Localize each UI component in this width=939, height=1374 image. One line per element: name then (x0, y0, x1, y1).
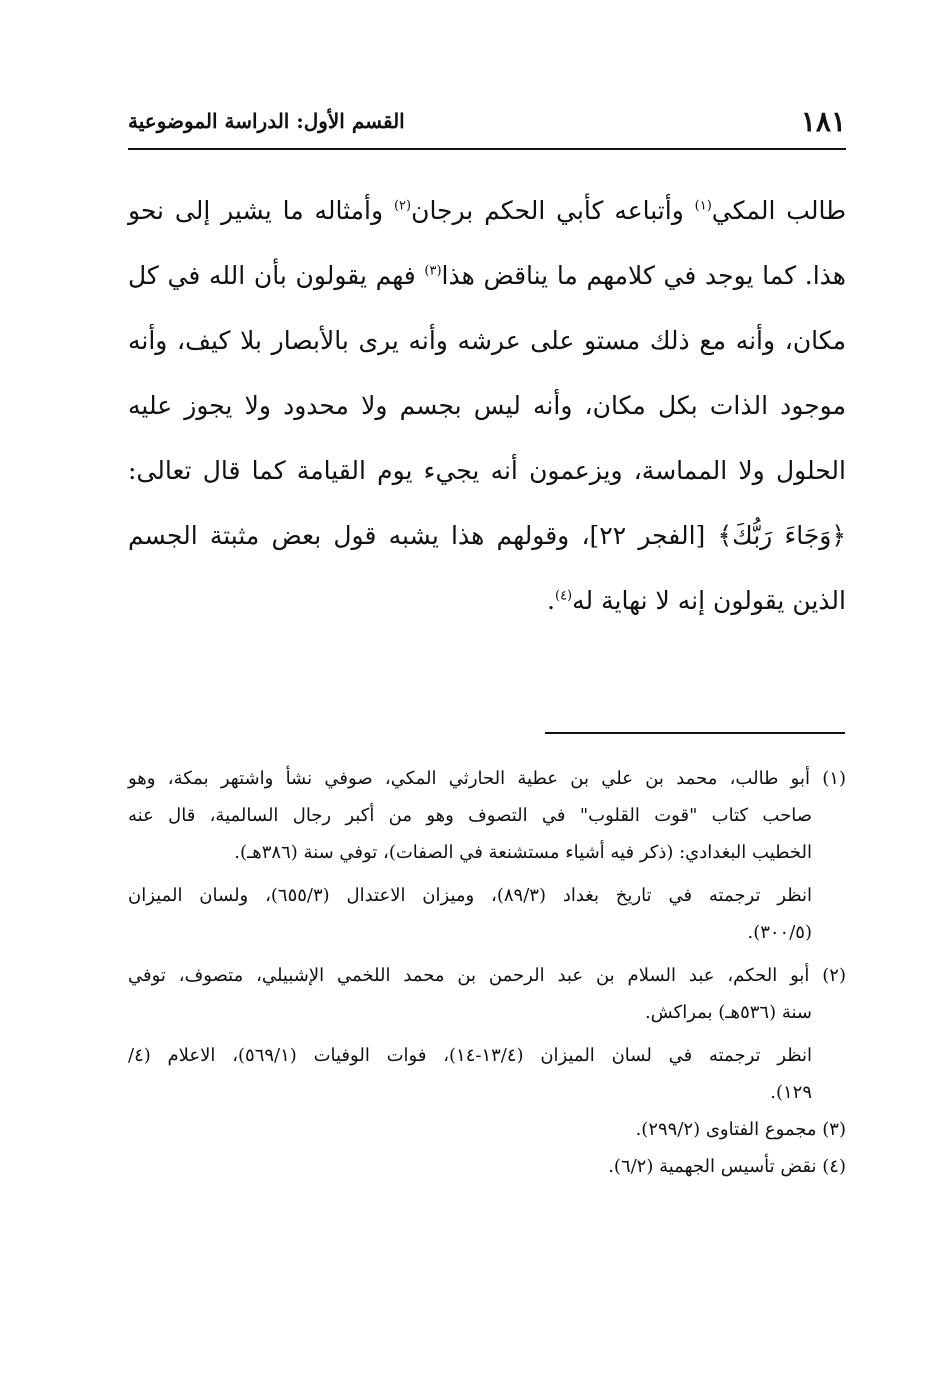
text-line (128, 243, 846, 308)
footnote-2-line: سنة (٥٣٦هـ) بمراكش. (644, 1002, 812, 1023)
footnotes (128, 760, 846, 1185)
footnote-1-line: صاحب كتاب "قوت القلوب" في التصوف وهو من أكبر رجال السالمية، قال عنه (128, 805, 812, 826)
text-span: طالب المكي (711, 196, 846, 225)
footnote-ref-3[interactable]: (٣) (424, 263, 442, 279)
text-span: وأمثاله ما يشير إلى نحو (128, 196, 394, 225)
text-line (128, 568, 846, 633)
header-rule (128, 148, 846, 150)
page-header (128, 100, 846, 142)
text-span: وأتباعه كأبي الحكم برجان (411, 196, 695, 225)
footnote-separator (545, 732, 845, 734)
text-line: الحلول ولا المماسة، ويزعمون أنه يجيء يوم القيامة كما قال تعالى: (128, 456, 846, 485)
text-span: الذين يقولون إنه لا نهاية له (572, 586, 846, 615)
text-line (128, 178, 846, 243)
main-text (128, 178, 846, 633)
footnote-2-line: (٢) أبو الحكم، عبد السلام بن عبد الرحمن بن محمد اللخمي الإشبيلي، متصوف، توفي (128, 965, 846, 986)
running-title: القسم الأول: الدراسة الموضوعية (128, 109, 405, 133)
footnote-1-line: الخطيب البغدادي: (ذكر فيه أشياء مستشنعة في الصفات)، توفي سنة (٣٨٦هـ). (234, 842, 812, 863)
footnote-1-line: انظر ترجمته في تاريخ بغداد (٨٩/٣)، وميزان الاعتدال (٦٥٥/٣)، ولسان الميزان (128, 885, 812, 906)
footnote-ref-1[interactable]: (١) (694, 198, 712, 214)
text-line: موجود الذات بكل مكان، وأنه ليس بجسم ولا محدود ولا يجوز عليه (128, 391, 846, 420)
text-span: . (547, 586, 555, 615)
footnote-1-line: (١) أبو طالب، محمد بن علي بن عطية الحارثي المكي، صوفي نشأ واشتهر بمكة، وهو (128, 768, 846, 789)
text-span: هذا. كما يوجد في كلامهم ما يناقض هذا (441, 261, 846, 290)
footnote-2-line: انظر ترجمته في لسان الميزان (١٣/٤-١٤)، فوات الوفيات (٥٦٩/١)، الاعلام (٤/ (128, 1045, 812, 1066)
page-number: ١٨١ (800, 104, 846, 138)
text-line: مكان، وأنه مع ذلك مستو على عرشه وأنه يرى بالأبصار بلا كيف، وأنه (128, 326, 846, 355)
footnote-3: (٣) مجموع الفتاوى (٢٩٩/٢). (635, 1119, 846, 1140)
text-span: فهم يقولون بأن الله في كل (128, 261, 425, 290)
footnote-ref-4[interactable]: (٤) (554, 588, 573, 604)
footnote-2-line: ١٢٩). (770, 1082, 812, 1103)
footnote-4: (٤) نقض تأسيس الجهمية (٦/٢). (608, 1156, 846, 1177)
footnote-1-line: (٣٠٠/٥). (747, 922, 812, 943)
footnote-ref-2[interactable]: (٢) (393, 198, 412, 214)
text-line: ﴿وَجَاءَ رَبُّكَ﴾ [الفجر ٢٢]، وقولهم هذا يشبه قول بعض مثبتة الجسم (128, 521, 847, 550)
